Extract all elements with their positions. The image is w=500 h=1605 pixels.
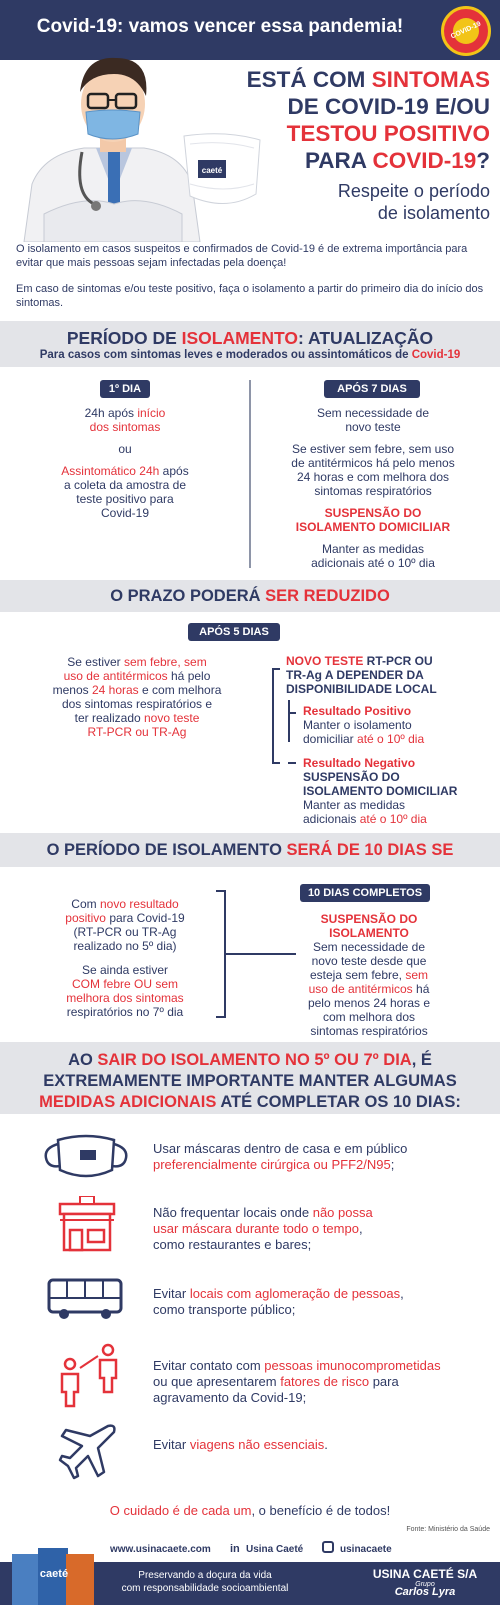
instagram-link[interactable]: usinacaete — [340, 1544, 392, 1555]
instagram-icon — [322, 1541, 334, 1553]
pill-after-5-days: APÓS 5 DIAS — [188, 623, 280, 641]
sugar-packs-image: caeté — [12, 1548, 96, 1605]
distance-people-icon — [54, 1342, 124, 1408]
covid-seal-icon: COVID-19 — [441, 6, 491, 56]
source-text: Fonte: Ministério da Saúde — [406, 1526, 490, 1533]
intro-paragraph-2: Em caso de sintomas e/ou teste positivo, faça o isolamento a partir do primeiro dia do início dos sintomas. — [16, 283, 484, 309]
footer-slogan: Preservando a doçura da vida com responsabilidade socioambiental — [121, 1570, 289, 1594]
measure-1-text: Usar máscaras dentro de casa e em público preferencialmente cirúrgica ou PFF2/N95; — [153, 1141, 408, 1172]
section2-title: O PRAZO PODERÁ SER REDUZIDO — [110, 587, 390, 605]
company-logo: USINA CAETÉ S/A Grupo Carlos Lyra — [372, 1567, 478, 1598]
ten-days-conditions-text: Com novo resultado positivo para Covid-19 (RT-PCR ou TR-Ag realizado no 5º dia) Se ainda estiver COM febre OU sem melhora dos sintomas respiratórios no 7º dia — [65, 897, 185, 1019]
section1-title: PERÍODO DE ISOLAMENTO: ATUALIZAÇÃO — [66, 328, 434, 348]
mask-brand-logo: caeté — [201, 166, 223, 175]
pill-after-7-days: APÓS 7 DIAS — [324, 380, 420, 398]
pill-first-day: 1º DIA — [100, 380, 150, 398]
ten-days-result-text: SUSPENSÃO DO ISOLAMENTO Sem necessidade de novo teste desde que esteja sem febre, sem uso de antitérmicos há pelo menos 24 horas e com melhora dos sintomas respiratórios — [307, 912, 431, 1038]
section1-subtitle: Para casos com sintomas leves e moderados ou assintomáticos de Covid-19 — [39, 349, 461, 361]
negative-result-text: Resultado Negativo SUSPENSÃO DO ISOLAMENTO DOMICILIAR Manter as medidas adicionais até o 10º dia — [303, 756, 458, 826]
positive-result-text: Resultado Positivo Manter o isolamento domiciliar até o 10º dia — [303, 704, 425, 746]
result-bracket — [288, 700, 290, 742]
face-mask-icon — [40, 1130, 132, 1182]
closing-text: O cuidado é de cada um, o benefício é de todos! — [109, 1503, 391, 1518]
section1-divider — [249, 380, 251, 568]
intro-paragraph-1: O isolamento em casos suspeitos e confirmados de Covid-19 é de extrema importância para evitar que mais pessoas sejam infectadas pela doença! — [16, 243, 468, 269]
test-bracket — [272, 668, 274, 764]
measure-4-text: Evitar contato com pessoas imunocomprometidas ou que apresentarem fatores de risco para agravamento da Covid-19; — [153, 1358, 441, 1405]
measure-5-text: Evitar viagens não essenciais. — [153, 1437, 328, 1452]
section4-title: AO SAIR DO ISOLAMENTO NO 5º OU 7º DIA, É EXTREMAMENTE IMPORTANTE MANTER ALGUMAS MEDIDAS ADICIONAIS ATÉ COMPLETAR OS 10 DIAS: — [39, 1051, 461, 1111]
restaurant-icon — [56, 1196, 118, 1254]
header-title: Covid-19: vamos vencer essa pandemia! — [36, 16, 404, 37]
pill-10-full-days: 10 DIAS COMPLETOS — [300, 884, 430, 902]
measure-3-text: Evitar locais com aglomeração de pessoas, como transporte público; — [153, 1286, 404, 1317]
measure-2-text: Não frequentar locais onde não possa usar máscara durante todo o tempo, como restaurantes e bares; — [153, 1205, 373, 1252]
first-day-text: 24h após início dos sintomas ou Assintomático 24h após a coleta da amostra de teste positivo para Covid-19 — [61, 406, 189, 520]
subheadline: Respeite o período de isolamento — [337, 181, 490, 223]
after-7-days-text: Sem necessidade de novo teste Se estiver sem febre, sem uso de antitérmicos há pelo menos 24 horas e com melhora dos sintomas respiratórios SUSPENSÃO DO ISOLAMENTO DOMICILIAR Manter as medidas adicionais até o 10º dia — [291, 406, 455, 570]
after-5-days-text: Se estiver sem febre, sem uso de antitérmicos há pelo menos 24 horas e com melhora dos sintomas respiratórios e ter realizado novo teste RT-PCR ou TR-Ag — [52, 655, 222, 739]
linkedin-link[interactable]: Usina Caeté — [246, 1544, 304, 1555]
website-link[interactable]: www.usinacaete.com — [110, 1544, 211, 1555]
headline: ESTÁ COM SINTOMAS DE COVID-19 E/OU TESTOU POSITIVO PARA COVID-19? — [246, 67, 490, 173]
section3-title: O PERÍODO DE ISOLAMENTO SERÁ DE 10 DIAS SE — [46, 841, 454, 859]
new-test-text: NOVO TESTE RT-PCR OU TR-Ag A DEPENDER DA DISPONIBILIDADE LOCAL — [286, 654, 437, 696]
bus-icon — [46, 1276, 126, 1322]
linkedin-icon: in — [230, 1543, 240, 1555]
airplane-icon — [58, 1420, 120, 1482]
